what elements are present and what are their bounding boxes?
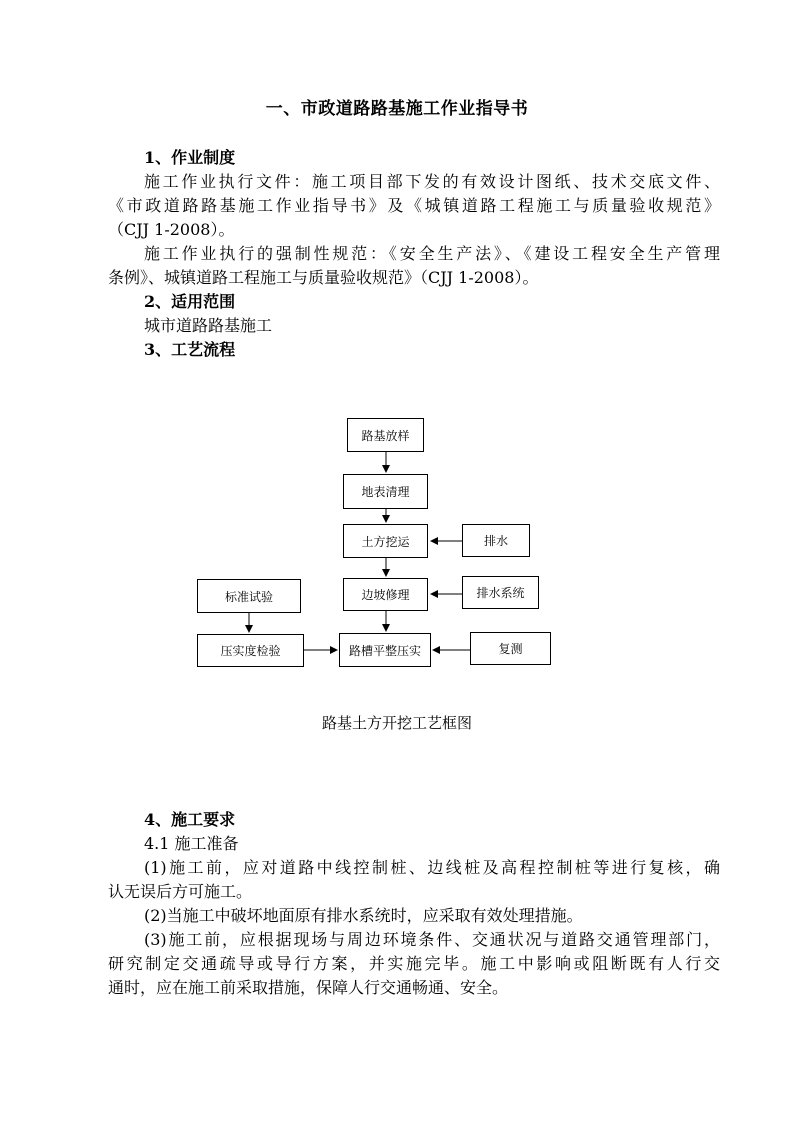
section-4-heading: 4、施工要求: [144, 810, 236, 829]
item-3-line-2: 研究制定交通疏导或导行方案，并实施完毕。施工中影响或阻断既有人行交: [108, 954, 720, 973]
flow-box-slope-trimming: 边坡修理: [343, 578, 428, 611]
flow-box-standard-test: 标准试验: [197, 579, 301, 613]
section-2-heading: 2、适用范围: [144, 292, 236, 311]
section-1-heading: 1、作业制度: [144, 148, 236, 167]
flow-box-drainage: 排水: [462, 524, 530, 557]
section-2-text: 城市道路路基施工: [144, 316, 273, 335]
paragraph-1-line-1: 施工作业执行文件：施工项目部下发的有效设计图纸、技术交底文件、: [144, 172, 720, 191]
item-2: (2)当施工中破坏地面原有排水系统时，应采取有效处理措施。: [144, 906, 583, 925]
flowchart-caption: 路基土方开挖工艺框图: [321, 714, 472, 732]
paragraph-2-line-2: 条例》、城镇道路工程施工与质量验收规范》（CJJ 1-2008）。: [108, 268, 539, 287]
paragraph-1-line-3: （CJJ 1-2008）。: [108, 220, 235, 239]
flow-box-subgrade-compaction: 路槽平整压实: [339, 633, 431, 667]
subsection-4-1-heading: 4.1 施工准备: [144, 834, 239, 853]
flow-box-clearing: 地表清理: [343, 474, 428, 509]
flow-box-resurvey: 复测: [470, 632, 551, 665]
item-3-line-1: (3)施工前，应根据现场与周边环境条件、交通状况与道路交通管理部门，: [144, 930, 720, 949]
item-3-line-3: 通时，应在施工前采取措施，保障人行交通畅通、安全。: [108, 978, 509, 997]
section-3-heading: 3、工艺流程: [144, 340, 236, 359]
flow-box-compaction-test: 压实度检验: [197, 634, 304, 667]
document-title: 一、市政道路路基施工作业指导书: [265, 99, 529, 119]
item-1-line-1: (1)施工前，应对道路中线控制桩、边线桩及高程控制桩等进行复核，确: [144, 858, 720, 877]
flow-box-survey: 路基放样: [347, 418, 424, 452]
paragraph-1-line-2: 《市政道路路基施工作业指导书》及《城镇道路工程施工与质量验收规范》: [108, 196, 720, 215]
item-1-line-2: 认无误后方可施工。: [108, 882, 253, 901]
flow-box-excavation: 土方挖运: [343, 524, 428, 558]
flow-box-drainage-system: 排水系统: [462, 576, 539, 609]
paragraph-2-line-1: 施工作业执行的强制性规范：《安全生产法》、《建设工程安全生产管理: [144, 244, 720, 263]
